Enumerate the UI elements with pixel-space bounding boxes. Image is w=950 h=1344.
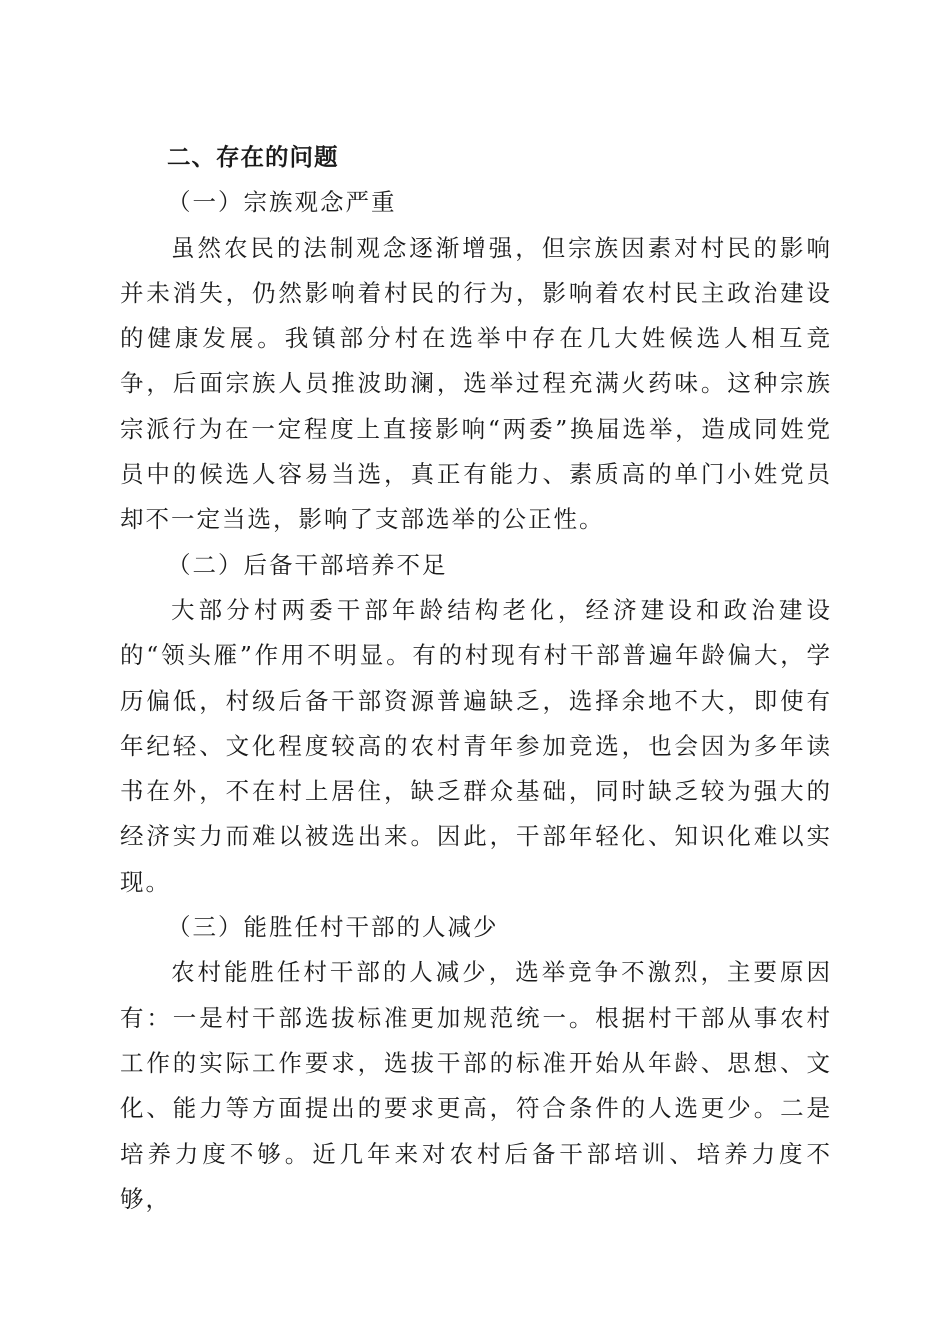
subsection-paragraph-1: 虽然农民的法制观念逐渐增强，但宗族因素对村民的影响并未消失，仍然影响着村民的行为，影响着农村民主政治建设的健康发展。我镇部分村在选举中存在几大姓候选人相互竞争，后面宗族人员推波助澜，选举过程充满火药味。这种宗族宗派行为在一定程度上直接影响“两委”换届选举，造成同姓党员中的候选人容易当选，真正有能力、素质高的单门小姓党员却不一定当选，影响了支部选举的公正性。 [120,233,832,534]
subsection-heading-3: （三）能胜任村干部的人减少 [167,913,499,942]
section-title: 二、存在的问题 [167,143,339,171]
subsection-paragraph-2: 大部分村两委干部年龄结构老化，经济建设和政治建设的“领头雁”作用不明显。有的村现有村干部普遍年龄偏大，学历偏低，村级后备干部资源普遍缺乏，选择余地不大，即使有年纪轻、文化程度较高的农村青年参加竞选，也会因为多年读书在外，不在村上居住，缺乏群众基础，同时缺乏较为强大的经济实力而难以被选出来。因此，干部年轻化、知识化难以实现。 [120,595,832,896]
document-body [120,135,832,1222]
subsection-paragraph-3: 农村能胜任村干部的人减少，选举竞争不激烈，主要原因有：一是村干部选拔标准更加规范统一。根据村干部从事农村工作的实际工作要求，选拔干部的标准开始从年龄、思想、文化、能力等方面提出的要求更高，符合条件的人选更少。二是培养力度不够。近几年来对农村后备干部培训、培养力度不够， [120,958,832,1213]
subsection-heading-2: （二）后备干部培养不足 [167,550,448,579]
subsection-heading-1: （一）宗族观念严重 [167,188,397,217]
